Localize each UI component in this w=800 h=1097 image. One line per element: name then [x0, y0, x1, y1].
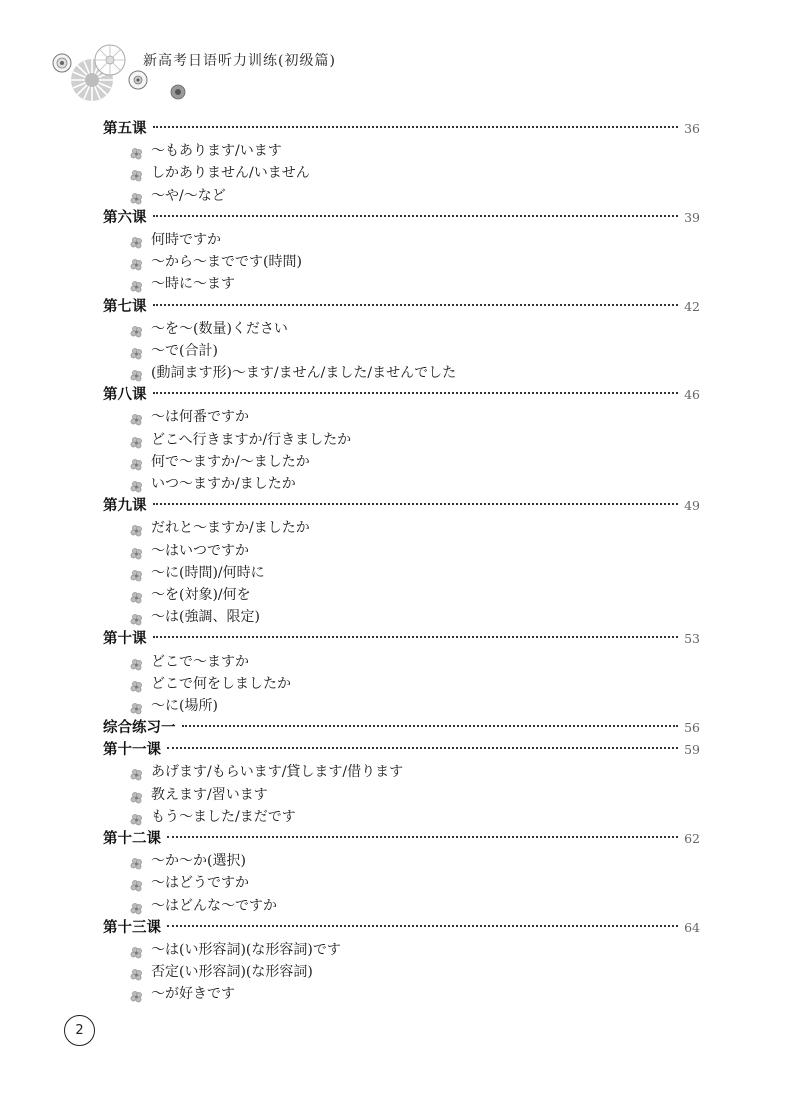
toc-item	[103, 606, 700, 628]
flower-bullet-icon	[130, 411, 144, 423]
toc-item-text: だれと～ますか/ましたか	[151, 520, 310, 537]
leader-dots	[167, 836, 678, 838]
flower-bullet-icon	[130, 367, 144, 379]
toc-item	[103, 673, 700, 695]
flower-bullet-icon	[130, 545, 144, 557]
toc-item	[103, 140, 700, 162]
leader-dots	[153, 304, 679, 306]
leader-dots	[167, 925, 678, 927]
toc-item-text: ～はどうですか	[151, 875, 249, 892]
lesson-page-number: 59	[684, 742, 700, 758]
flower-bullet-icon	[130, 678, 144, 690]
toc-lesson-row	[103, 828, 700, 850]
toc-lesson-row	[103, 495, 700, 517]
leader-dots	[153, 503, 679, 505]
toc-item-text: しかありません/いません	[151, 165, 310, 182]
leader-dots	[153, 215, 679, 217]
page-number: 2	[64, 1015, 95, 1046]
toc-lesson-row	[103, 384, 700, 406]
toc-item-text: ～時に～ます	[151, 276, 235, 293]
toc-item	[103, 451, 700, 473]
toc-item-text: ～はいつですか	[151, 542, 249, 559]
toc-item-text: いつ～ますか/ましたか	[151, 476, 296, 492]
book-title: 新高考日语听力训练(初级篇)	[143, 53, 336, 69]
flower-bullet-icon	[130, 567, 144, 579]
lesson-page-number: 36	[684, 121, 700, 136]
toc-item	[103, 939, 700, 961]
flower-bullet-icon	[130, 234, 144, 246]
flower-bullet-icon	[130, 811, 144, 823]
lesson-page-number: 56	[684, 720, 700, 736]
flower-bullet-icon	[130, 656, 144, 668]
toc-item	[103, 562, 700, 584]
toc-item	[103, 806, 700, 828]
lesson-page-number: 53	[684, 631, 700, 647]
toc-item	[103, 185, 700, 207]
toc-item	[103, 895, 700, 917]
toc-item	[103, 872, 700, 894]
lesson-title: 第八课	[103, 387, 147, 404]
lesson-page-number: 64	[684, 919, 700, 935]
leader-dots	[182, 725, 679, 727]
lesson-page-number: 39	[684, 209, 700, 225]
toc-lesson-row	[103, 917, 700, 939]
flower-bullet-icon	[130, 478, 144, 490]
toc-item-text: もう～ました/まだです	[151, 808, 296, 825]
lesson-title: 第十三课	[103, 919, 161, 936]
toc-item	[103, 784, 700, 806]
toc-item-text: ～に(時間)/何時に	[151, 564, 265, 581]
toc-item-text: ～に(場所)	[151, 697, 218, 714]
lesson-title: 综合练习一	[103, 720, 176, 737]
toc-item	[103, 695, 700, 717]
toc-item-text: あげます/もらいます/貸します/借ります	[151, 764, 404, 781]
toc-item-text: (動詞ます形)～ます/ません/ました/ませんでした	[151, 365, 457, 382]
leader-dots	[153, 126, 679, 128]
flower-bullet-icon	[130, 434, 144, 446]
toc-lesson-row	[103, 739, 700, 761]
toc-item-text: ～で(合計)	[151, 342, 218, 359]
toc-item-text: ～を～(数量)ください	[151, 320, 288, 337]
toc-item	[103, 318, 700, 340]
leader-dots	[153, 636, 679, 638]
toc-lesson-row	[103, 118, 700, 140]
toc-item-text: どこで何をしましたか	[151, 675, 291, 692]
toc-item-text: 何で～ますか/～ましたか	[151, 453, 310, 470]
toc-item	[103, 362, 700, 384]
toc-item-text: ～や/～など	[151, 187, 226, 204]
toc-item	[103, 162, 700, 184]
toc-item	[103, 429, 700, 451]
toc-item	[103, 584, 700, 606]
toc-item-text: ～か～か(選択)	[151, 853, 246, 870]
lesson-page-number: 46	[684, 387, 700, 403]
flower-bullet-icon	[130, 700, 144, 712]
flower-bullet-icon	[130, 900, 144, 912]
toc-lesson-row	[103, 628, 700, 650]
lesson-title: 第五课	[103, 121, 147, 137]
flower-bullet-icon	[130, 944, 144, 956]
lesson-title: 第九课	[103, 498, 147, 515]
lesson-page-number: 49	[684, 498, 700, 514]
toc-item	[103, 517, 700, 539]
toc-item	[103, 251, 700, 273]
lesson-page-number: 62	[684, 831, 700, 846]
toc-item	[103, 340, 700, 362]
toc-lesson-row	[103, 296, 700, 318]
flower-bullet-icon	[130, 323, 144, 335]
toc-item-text: ～はどんな～ですか	[151, 897, 277, 914]
lesson-title: 第六课	[103, 209, 147, 226]
toc-item-text: ～もあります/います	[151, 143, 282, 160]
flower-bullet-icon	[130, 766, 144, 778]
toc-item	[103, 761, 700, 783]
flower-bullet-icon	[130, 145, 144, 157]
flower-bullet-icon	[130, 855, 144, 867]
toc-item	[103, 229, 700, 251]
toc-item-text: 何時ですか	[151, 231, 221, 248]
toc-item-text: 教えます/習います	[151, 786, 268, 803]
toc-item	[103, 651, 700, 673]
toc-item	[103, 473, 700, 495]
flower-bullet-icon	[130, 167, 144, 179]
leader-dots	[167, 747, 678, 749]
toc-item-text: 否定(い形容詞)(な形容詞)	[151, 964, 313, 981]
toc-item-text: ～は(い形容詞)(な形容詞)です	[151, 941, 341, 958]
toc-item-text: ～は何番ですか	[151, 409, 249, 426]
flower-bullet-icon	[130, 522, 144, 534]
toc-lesson-row	[103, 207, 700, 229]
toc-item-text: どこへ行きますか/行きましたか	[151, 431, 352, 448]
toc-item	[103, 850, 700, 872]
lesson-title: 第十二课	[103, 831, 161, 847]
flower-bullet-icon	[130, 256, 144, 268]
toc-item	[103, 983, 700, 1005]
toc-item-text: ～が好きです	[151, 986, 235, 1003]
toc-item-text: どこで～ますか	[151, 653, 249, 670]
flower-bullet-icon	[130, 190, 144, 202]
toc-item	[103, 961, 700, 983]
toc-item-text: ～は(強調、限定)	[151, 609, 260, 626]
lesson-title: 第十课	[103, 631, 147, 648]
flower-bullet-icon	[130, 589, 144, 601]
flower-bullet-icon	[130, 988, 144, 1000]
table-of-contents	[103, 118, 700, 1006]
flower-bullet-icon	[130, 966, 144, 978]
toc-item	[103, 273, 700, 295]
leader-dots	[153, 392, 679, 394]
toc-item-text: ～から～までです(時間)	[151, 254, 302, 271]
flower-bullet-icon	[130, 611, 144, 623]
toc-item	[103, 540, 700, 562]
flower-bullet-icon	[130, 789, 144, 801]
toc-item	[103, 406, 700, 428]
toc-lesson-row	[103, 717, 700, 739]
toc-item-text: ～を(対象)/何を	[151, 586, 251, 603]
flower-bullet-icon	[130, 345, 144, 357]
flower-bullet-icon	[130, 278, 144, 290]
lesson-title: 第十一课	[103, 742, 161, 759]
lesson-page-number: 42	[684, 298, 700, 314]
page-header	[0, 0, 800, 110]
flower-bullet-icon	[130, 877, 144, 889]
lesson-title: 第七课	[103, 298, 147, 315]
flower-bullet-icon	[130, 456, 144, 468]
